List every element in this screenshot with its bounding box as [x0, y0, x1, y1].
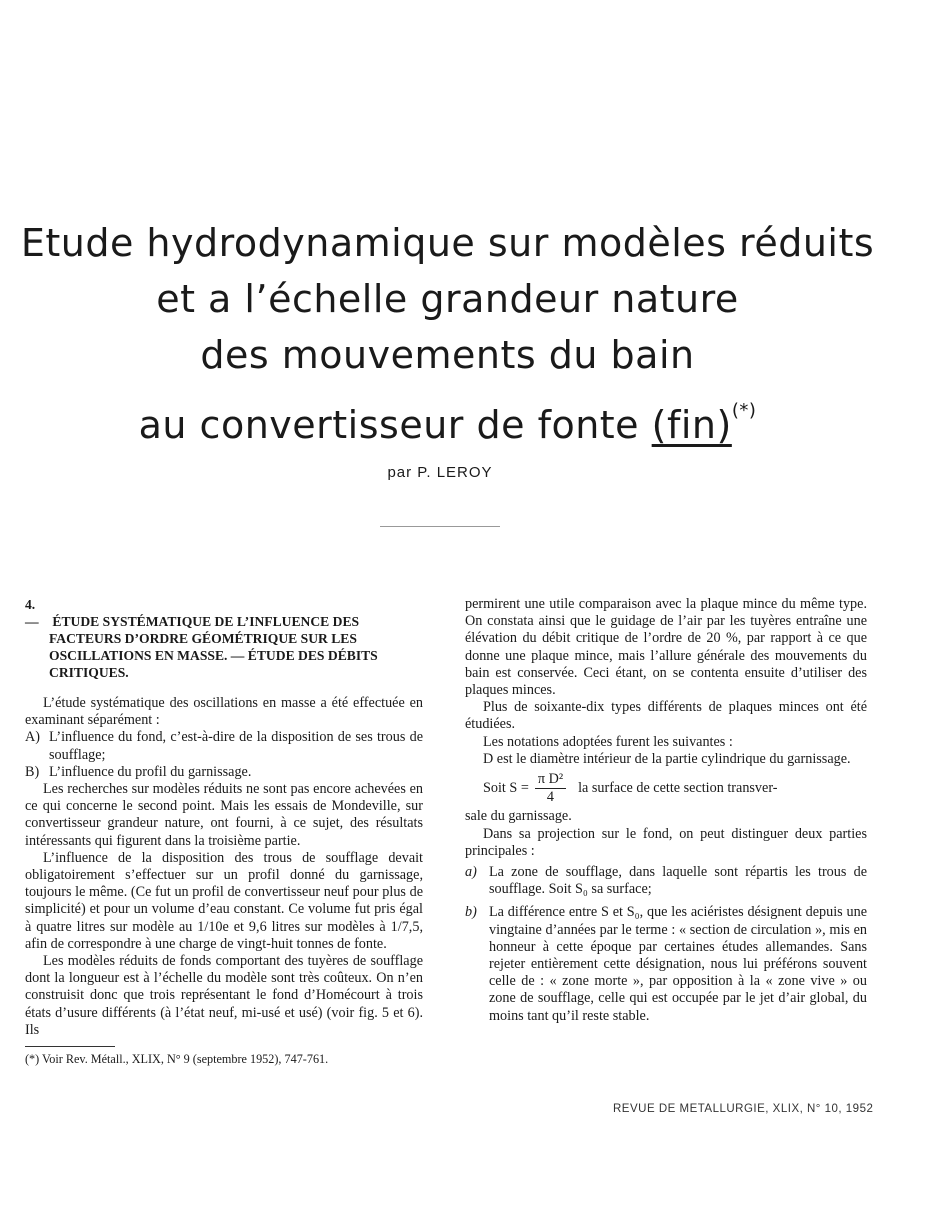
article-title	[0, 215, 895, 453]
section-heading-text: ÉTUDE SYSTÉMATIQUE DE L’INFLUENCE DES FACTEURS D’ORDRE GÉOMÉTRIQUE SUR LES OSCILLATIONS EN MASSE. — ÉTUDE DES DÉBITS CRITIQUES.	[49, 614, 378, 680]
paragraph: Dans sa projection sur le fond, on peut distinguer deux parties principales :	[465, 825, 867, 859]
title-line-2: et a l’échelle grandeur nature	[156, 277, 739, 321]
list-item	[25, 764, 423, 781]
section-number: 4. —	[25, 597, 39, 629]
title-divider	[380, 526, 500, 527]
paragraph: permirent une utile comparaison avec la plaque mince du même type. On constata ainsi que le guidage de l’air par les tuyères entraîne une élévation du débit critique de l’ordre de 20 %, par rapport à ce que donne une plaque mince, mais l’allure générale des mouvements du bain est conservée. Ceci étant, on se contenta ensuite d’utiliser des plaques minces.	[465, 596, 867, 699]
section-heading	[25, 596, 423, 681]
list-text: La différence entre S et S₀, que les aciéristes désignent depuis une vingtaine d’années par le terme : « section de circulation », mis en honneur à cette époque par certaines études allemandes. Sans rejeter entièrement cette désignation, nous lui préférons souvent celle de : « zone morte », par opposition à la « zone vive » ou zone de soufflage, celle qui est occupée par le jet d’air global, du moins tant qu’il reste stable.	[489, 904, 867, 1024]
formula-line	[465, 771, 867, 806]
footnote: (*) Voir Rev. Métall., XLIX, N° 9 (septembre 1952), 747-761.	[25, 1052, 329, 1067]
list-item	[25, 729, 423, 763]
formula-rhs: la surface de cette section transver-	[578, 780, 778, 797]
title-line-1: Etude hydrodynamique sur modèles réduits	[20, 221, 875, 265]
intro-paragraph: L’étude systématique des oscillations en masse a été effectuée en examinant séparément :	[25, 695, 423, 729]
formula-denominator: 4	[546, 789, 555, 806]
formula-lhs: Soit S =	[483, 780, 529, 797]
author-byline: par P. LEROY	[387, 464, 493, 481]
list-text: L’influence du profil du garnissage.	[49, 763, 252, 780]
paragraph: Les notations adoptées furent les suivantes :	[483, 733, 733, 750]
footnote-rule	[25, 1046, 115, 1047]
list-label: B)	[25, 763, 40, 780]
formula-numerator: π D²	[535, 771, 566, 789]
paragraph: Plus de soixante-dix types différents de plaques minces ont été étudiées.	[465, 699, 867, 733]
list-label: A)	[25, 729, 40, 746]
paragraph: sale du garnissage.	[465, 808, 572, 825]
paragraph: Les modèles réduits de fonds comportant des tuyères de soufflage dont la longueur est à l’échelle du modèle sont très coûteux. On n’en construisit donc que trois représentant le fond d’Homécourt à trois états d’usure différents (à l’état neuf, mi-usé et usé) (voir fig. 5 et 6). Ils	[25, 953, 423, 1038]
paragraph: D est le diamètre intérieur de la partie cylindrique du garnissage.	[483, 750, 851, 767]
list-item	[465, 864, 867, 898]
title-footnote-mark: (*)	[731, 400, 757, 421]
title-line-4	[0, 383, 895, 453]
list-label: a)	[465, 864, 477, 881]
left-column	[25, 596, 423, 1067]
formula-fraction	[535, 771, 566, 806]
paragraph: L’influence de la disposition des trous de soufflage devait obligatoirement s’effectuer sur un profil donné du garnissage, toujours le même. (Ce fut un profil de convertisseur neuf pour plus de simplicité) et pour un volume d’eau constant. Ce volume fut pris égal à quatre litres sur modèle au 1/10e et 9,6 litres sur modèles à 1/7,5, afin de correspondre à une charge de vingt-huit tonnes de fonte.	[25, 849, 423, 952]
paragraph: Les recherches sur modèles réduits ne sont pas encore achevées en ce qui concerne le second point. Mais les essais de Mondeville, sur convertisseur grandeur nature, ont fourni, à ce sujet, des résultats intéressants qui figurent dans la troisième partie.	[25, 781, 423, 849]
title-line-3: des mouvements du bain	[200, 333, 695, 377]
list-item	[465, 904, 867, 1024]
right-column	[465, 596, 867, 1025]
list-text: La zone de soufflage, dans laquelle sont répartis les trous de soufflage. Soit S₀ sa surface;	[489, 864, 867, 898]
title-line-4-text: au convertisseur de fonte	[138, 403, 640, 447]
list-label: b)	[465, 904, 477, 921]
list-text: L’influence du fond, c’est-à-dire de la disposition de ses trous de soufflage;	[49, 729, 423, 763]
title-fin: (fin)	[651, 403, 732, 447]
running-footer: REVUE DE METALLURGIE, XLIX, N° 10, 1952	[613, 1103, 874, 1115]
